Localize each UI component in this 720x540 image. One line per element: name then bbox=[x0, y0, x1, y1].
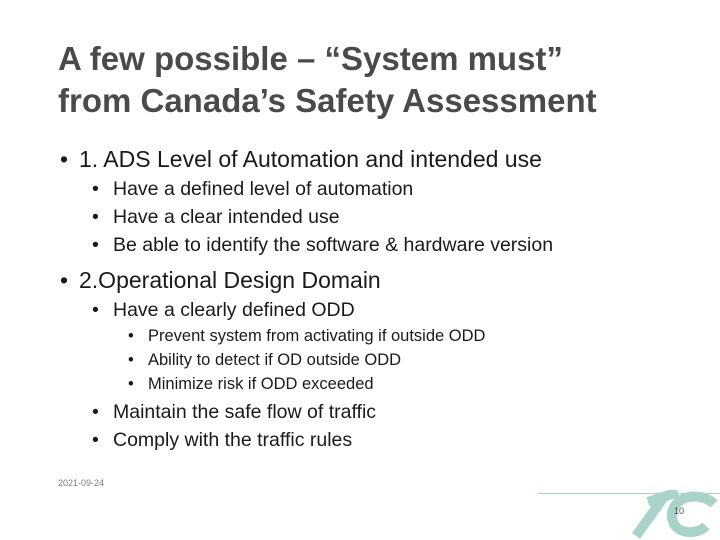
bullet-icon: • bbox=[92, 299, 99, 321]
slide-title-line: A few possible – “System must” bbox=[58, 40, 563, 77]
bullet-icon: • bbox=[92, 206, 99, 228]
bullet-item-level2 bbox=[92, 428, 352, 452]
bullet-icon: • bbox=[60, 146, 69, 172]
bullet-text: 2.Operational Design Domain bbox=[79, 267, 381, 293]
bullet-text: Have a defined level of automation bbox=[113, 178, 414, 200]
bullet-icon: • bbox=[92, 429, 99, 451]
bullet-icon: • bbox=[128, 351, 134, 369]
bullet-text: Be able to identify the software & hardware version bbox=[113, 234, 554, 256]
bullet-text: Comply with the traffic rules bbox=[113, 429, 353, 451]
page-number: 10 bbox=[673, 506, 684, 516]
bullet-text: Maintain the safe flow of traffic bbox=[113, 401, 377, 423]
bullet-item-level1 bbox=[60, 266, 381, 294]
bullet-text: Minimize risk if ODD exceeded bbox=[148, 375, 374, 393]
bullet-item-level2 bbox=[92, 205, 340, 229]
slide-title-line: from Canada’s Safety Assessment bbox=[58, 82, 597, 119]
bullet-icon: • bbox=[92, 178, 99, 200]
bullet-icon: • bbox=[128, 375, 134, 393]
slide-date: 2021-09-24 bbox=[58, 478, 105, 488]
bullet-text: Have a clearly defined ODD bbox=[113, 299, 355, 321]
bullet-text: Ability to detect if OD outside ODD bbox=[148, 351, 402, 369]
bullet-item-level3 bbox=[128, 350, 401, 370]
bullet-icon: • bbox=[60, 267, 69, 293]
bullet-icon: • bbox=[92, 401, 99, 423]
bullet-item-level2 bbox=[92, 298, 355, 322]
bullet-item-level3 bbox=[128, 326, 485, 346]
bullet-item-level2 bbox=[92, 233, 553, 257]
bullet-text: Have a clear intended use bbox=[113, 206, 340, 228]
bullet-item-level2 bbox=[92, 400, 376, 424]
bullet-icon: • bbox=[128, 327, 134, 345]
bullet-item-level3 bbox=[128, 374, 374, 394]
bullet-item-level2 bbox=[92, 177, 413, 201]
bullet-icon: • bbox=[92, 234, 99, 256]
bullet-item-level1 bbox=[60, 145, 542, 173]
bullet-text: Prevent system from activating if outside ODD bbox=[148, 327, 486, 345]
slide-title bbox=[58, 38, 698, 122]
bullet-text: 1. ADS Level of Automation and intended use bbox=[79, 146, 542, 172]
